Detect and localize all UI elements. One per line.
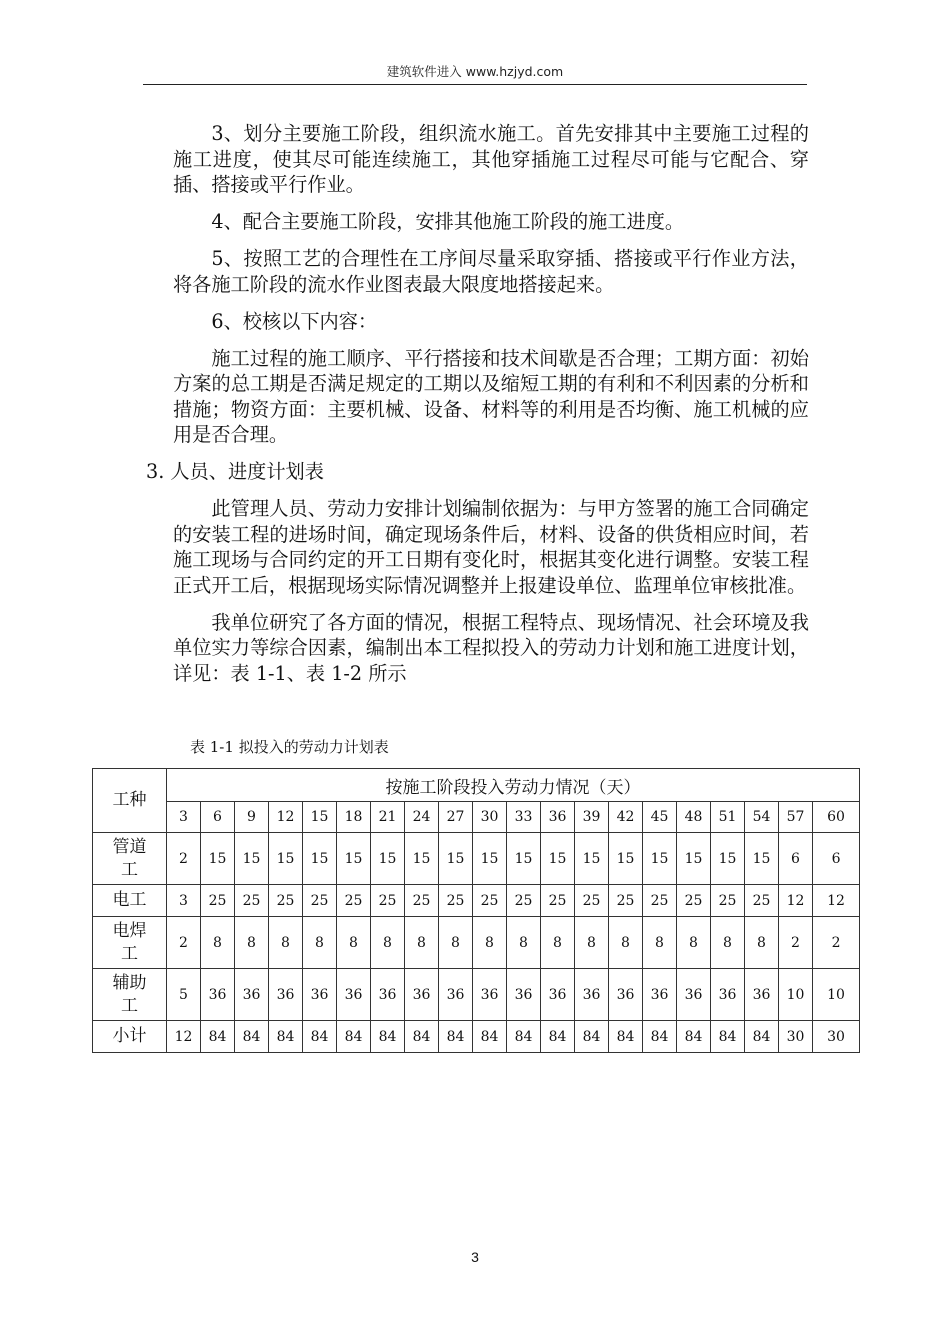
- table-cell: 8: [269, 917, 303, 969]
- section-heading: 3. 人员、进度计划表: [146, 460, 324, 483]
- table-row-label: 辅助工: [93, 969, 167, 1021]
- table-cell: 30: [813, 1021, 860, 1053]
- table-cell: 25: [303, 885, 337, 917]
- table-cell: 84: [677, 1021, 711, 1053]
- body-text-top: [146, 121, 809, 698]
- table-row-label: 电工: [93, 885, 167, 917]
- table-cell: 25: [337, 885, 371, 917]
- table-cell: 3: [167, 885, 201, 917]
- table-cell: 8: [609, 917, 643, 969]
- table-cell: 36: [303, 969, 337, 1021]
- table-cell: 15: [337, 833, 371, 885]
- table-cell: 12: [779, 885, 813, 917]
- table-cell: 8: [507, 917, 541, 969]
- table-cell: 8: [235, 917, 269, 969]
- table-cell: 84: [269, 1021, 303, 1053]
- header-rule: [143, 84, 807, 85]
- table-cell: 84: [507, 1021, 541, 1053]
- table-cell: 8: [643, 917, 677, 969]
- table-corner-label: 工种: [93, 769, 167, 833]
- table-cell: 25: [405, 885, 439, 917]
- table-cell: 8: [439, 917, 473, 969]
- paragraph-step-3: 3、划分主要施工阶段，组织流水施工。首先安排其中主要施工过程的施工进度，使其尽可能连续施工，其他穿插施工过程尽可能与它配合、穿插、搭接或平行作业。: [173, 122, 809, 196]
- table-cell: 10: [779, 969, 813, 1021]
- table-cell: 8: [745, 917, 779, 969]
- table-cell: 84: [473, 1021, 507, 1053]
- table-day-header: 9: [235, 802, 269, 833]
- paragraph-step-5: 5、按照工艺的合理性在工序间尽量采取穿插、搭接或平行作业方法，将各施工阶段的流水作业图表最大限度地搭接起来。: [173, 247, 809, 296]
- table-cell: 30: [779, 1021, 813, 1053]
- table-day-header: 33: [507, 802, 541, 833]
- table-cell: 2: [779, 917, 813, 969]
- table-day-header: 45: [643, 802, 677, 833]
- table-cell: 8: [405, 917, 439, 969]
- table-cell: 15: [643, 833, 677, 885]
- table-cell: 2: [167, 833, 201, 885]
- table-cell: 84: [643, 1021, 677, 1053]
- table-cell: 8: [201, 917, 235, 969]
- table-cell: 25: [609, 885, 643, 917]
- table-header-row: [93, 769, 860, 802]
- table-row: [93, 1021, 860, 1053]
- table-cell: 15: [507, 833, 541, 885]
- table-cell: 84: [745, 1021, 779, 1053]
- table-cell: 6: [813, 833, 860, 885]
- table-cell: 36: [439, 969, 473, 1021]
- table-cell: 15: [677, 833, 711, 885]
- table-day-header: 27: [439, 802, 473, 833]
- table-cell: 25: [745, 885, 779, 917]
- table-cell: 10: [813, 969, 860, 1021]
- table-cell: 6: [779, 833, 813, 885]
- table-day-header: 15: [303, 802, 337, 833]
- table-cell: 25: [201, 885, 235, 917]
- paragraph-plan-summary: 我单位研究了各方面的情况，根据工程特点、现场情况、社会环境及我单位实力等综合因素，编制出本工程拟投入的劳动力计划和施工进度计划，详见：表 1-1、表 1-2 所示: [173, 610, 809, 685]
- table-cell: 84: [541, 1021, 575, 1053]
- table-cell: 8: [575, 917, 609, 969]
- table-cell: 25: [473, 885, 507, 917]
- table-cell: 15: [439, 833, 473, 885]
- table-cell: 2: [167, 917, 201, 969]
- labor-plan-table: [92, 768, 860, 1053]
- table-cell: 8: [303, 917, 337, 969]
- table-row-label: 小计: [93, 1021, 167, 1053]
- table-cell: 36: [507, 969, 541, 1021]
- table-day-header: 24: [405, 802, 439, 833]
- table-cell: 15: [541, 833, 575, 885]
- paragraph-check-content: 施工过程的施工顺序、平行搭接和技术间歇是否合理；工期方面：初始方案的总工期是否满足规定的工期以及缩短工期的有利和不利因素的分析和措施；物资方面：主要机械、设备、材料等的利用是否均衡、施工机械的应用是否合理。: [173, 346, 809, 446]
- table-cell: 15: [303, 833, 337, 885]
- table-cell: 36: [677, 969, 711, 1021]
- table-day-header: 12: [269, 802, 303, 833]
- table-caption: 表 1-1 拟投入的劳动力计划表: [190, 738, 389, 756]
- table-row: [93, 885, 860, 917]
- table-cell: 36: [405, 969, 439, 1021]
- table-cell: 25: [541, 885, 575, 917]
- table-row: [93, 833, 860, 885]
- table-day-header: 30: [473, 802, 507, 833]
- table-cell: 15: [269, 833, 303, 885]
- table-cell: 15: [405, 833, 439, 885]
- table-cell: 36: [473, 969, 507, 1021]
- table-cell: 36: [269, 969, 303, 1021]
- table-cell: 25: [371, 885, 405, 917]
- table-cell: 8: [541, 917, 575, 969]
- table-day-header: 6: [201, 802, 235, 833]
- table-cell: 36: [711, 969, 745, 1021]
- table-cell: 25: [439, 885, 473, 917]
- table-cell: 25: [677, 885, 711, 917]
- table-cell: 84: [303, 1021, 337, 1053]
- table-span-header: 按施工阶段投入劳动力情况（天）: [167, 769, 860, 802]
- table-day-header: 57: [779, 802, 813, 833]
- table-cell: 8: [677, 917, 711, 969]
- table-cell: 36: [337, 969, 371, 1021]
- table-cell: 84: [235, 1021, 269, 1053]
- table-cell: 84: [405, 1021, 439, 1053]
- table-cell: 8: [473, 917, 507, 969]
- table-cell: 15: [609, 833, 643, 885]
- table-day-header: 54: [745, 802, 779, 833]
- table-cell: 8: [711, 917, 745, 969]
- table-cell: 8: [337, 917, 371, 969]
- table-day-header: 42: [609, 802, 643, 833]
- table-cell: 15: [235, 833, 269, 885]
- table-cell: 2: [813, 917, 860, 969]
- table-cell: 15: [201, 833, 235, 885]
- table-cell: 25: [575, 885, 609, 917]
- table-cell: 12: [813, 885, 860, 917]
- table-cell: 25: [235, 885, 269, 917]
- table-cell: 36: [643, 969, 677, 1021]
- table-cell: 25: [711, 885, 745, 917]
- paragraph-step-4: 4、配合主要施工阶段，安排其他施工阶段的施工进度。: [211, 210, 685, 233]
- table-cell: 84: [575, 1021, 609, 1053]
- table-row-label: 管道工: [93, 833, 167, 885]
- table-cell: 84: [711, 1021, 745, 1053]
- table-cell: 15: [745, 833, 779, 885]
- table-cell: 12: [167, 1021, 201, 1053]
- table-day-header: 60: [813, 802, 860, 833]
- page-header: 建筑软件进入 www.hzjyd.com: [386, 64, 564, 79]
- table-cell: 25: [643, 885, 677, 917]
- table-day-header: 36: [541, 802, 575, 833]
- table-cell: 36: [745, 969, 779, 1021]
- table-cell: 84: [371, 1021, 405, 1053]
- table-cell: 15: [711, 833, 745, 885]
- page-number: 3: [471, 1249, 479, 1265]
- table-cell: 15: [473, 833, 507, 885]
- table-day-header: 39: [575, 802, 609, 833]
- table-row-label: 电焊工: [93, 917, 167, 969]
- table-day-header: 18: [337, 802, 371, 833]
- table-cell: 36: [235, 969, 269, 1021]
- table-day-header: 3: [167, 802, 201, 833]
- table-day-header: 48: [677, 802, 711, 833]
- table-cell: 15: [371, 833, 405, 885]
- table-cell: 84: [201, 1021, 235, 1053]
- table-cell: 84: [609, 1021, 643, 1053]
- table-cell: 36: [575, 969, 609, 1021]
- table-day-header: 21: [371, 802, 405, 833]
- table-cell: 36: [609, 969, 643, 1021]
- table-cell: 36: [371, 969, 405, 1021]
- table-cell: 15: [575, 833, 609, 885]
- table-cell: 36: [541, 969, 575, 1021]
- table-cell: 36: [201, 969, 235, 1021]
- paragraph-step-6: 6、校核以下内容：: [211, 309, 378, 333]
- table-cell: 5: [167, 969, 201, 1021]
- table-cell: 84: [337, 1021, 371, 1053]
- table-day-header: 51: [711, 802, 745, 833]
- table-days-row: [93, 802, 860, 833]
- table-row: [93, 917, 860, 969]
- table-cell: 25: [507, 885, 541, 917]
- table-cell: 84: [439, 1021, 473, 1053]
- table-cell: 25: [269, 885, 303, 917]
- table-row: [93, 969, 860, 1021]
- paragraph-plan-basis: 此管理人员、劳动力安排计划编制依据为：与甲方签署的施工合同确定的安装工程的进场时间，确定现场条件后，材料、设备的供货相应时间，若施工现场与合同约定的开工日期有变化时，根据其变化进行调整。安装工程正式开工后，根据现场实际情况调整并上报建设单位、监理单位审核批准。: [173, 497, 809, 597]
- table-cell: 8: [371, 917, 405, 969]
